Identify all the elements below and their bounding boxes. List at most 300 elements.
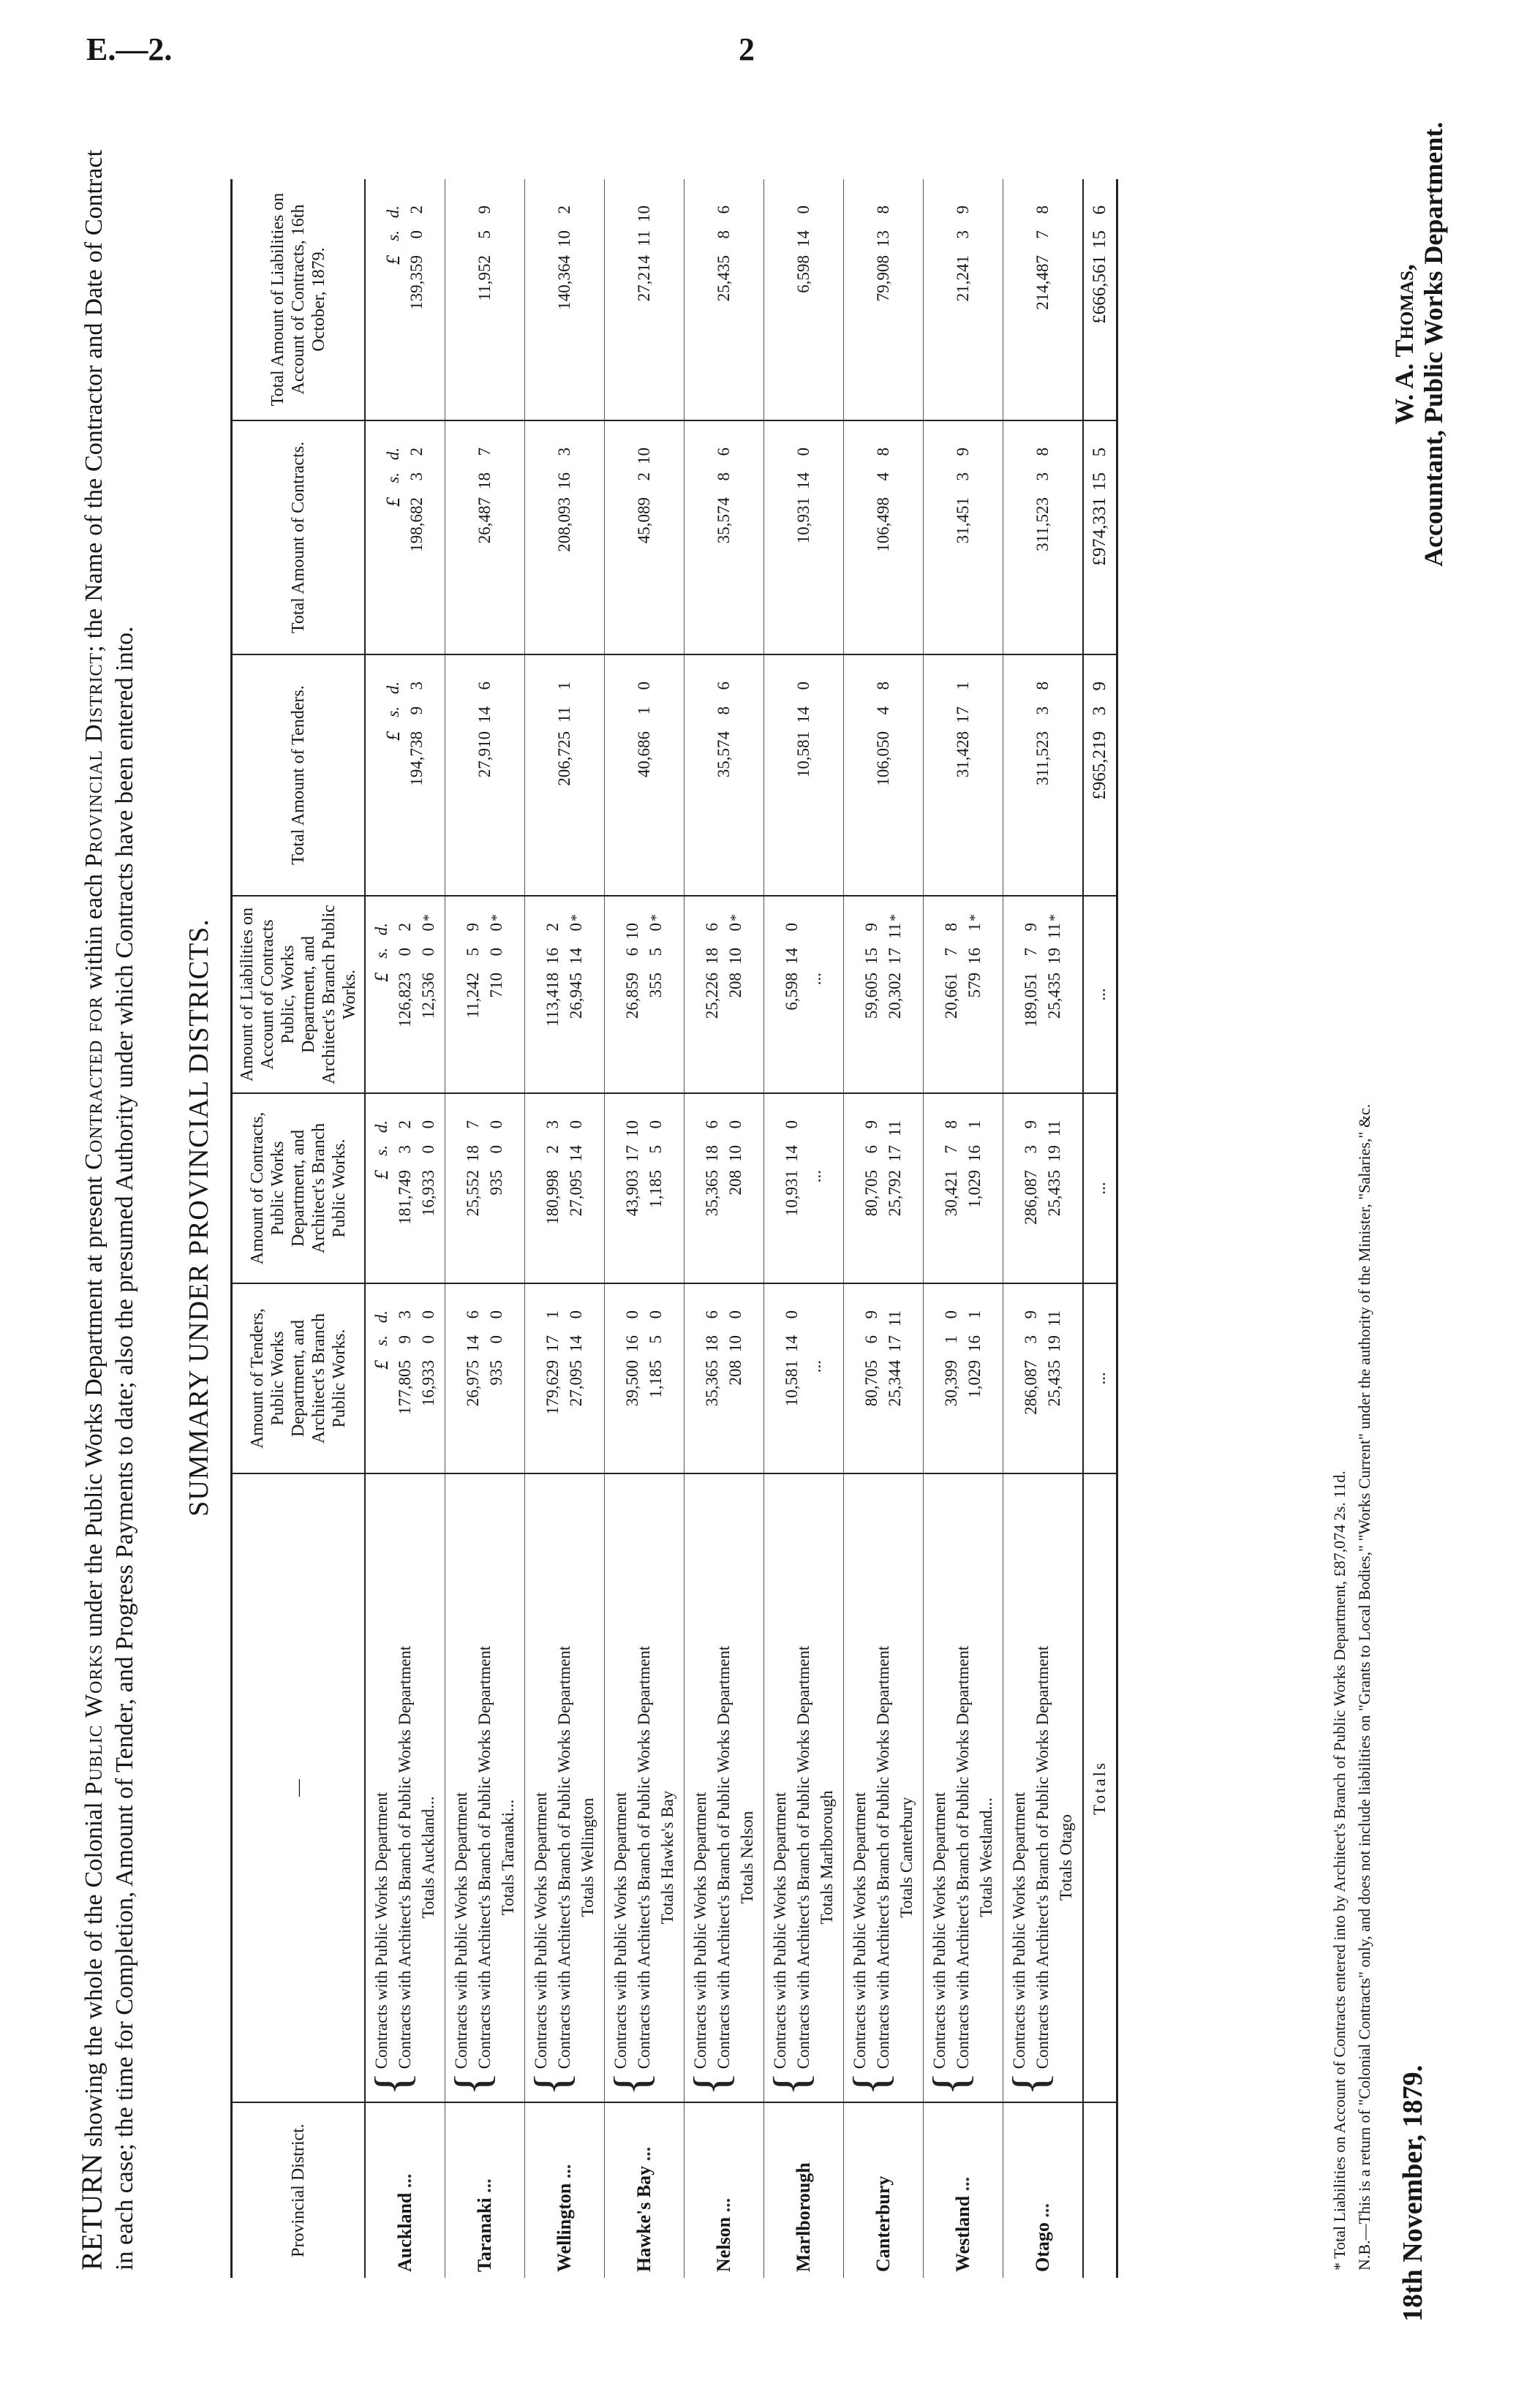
amount	[701, 1290, 724, 1467]
amount-pence: 2	[396, 923, 414, 932]
amount-shillings: 16	[555, 472, 573, 489]
amount-shillings: 2	[543, 1145, 562, 1154]
amount	[1019, 1290, 1043, 1467]
amount-pence: 0	[782, 923, 801, 932]
total-contracts-cell	[844, 420, 924, 654]
amount-pounds: 21,241	[954, 255, 972, 302]
return-title: RETURN showing the whole of the Colonial Public Works under the Public Works Department at present Contracted for within each Provincial District; the Name of the Contractor and Date of Contract in each case; the time for Completion, Amount of Tender, and Progress Payments to date; also the presumed Authority under which Contracts have been entered into.	[75, 149, 138, 2271]
amount-shillings: 17	[954, 706, 972, 723]
total-tenders-cell	[525, 654, 605, 896]
amount	[872, 661, 895, 889]
district-row	[844, 179, 924, 2278]
amount-pounds: 39,500	[623, 1360, 641, 1407]
amount	[565, 902, 588, 1087]
amount-shillings: 3	[1033, 472, 1052, 481]
amount-pounds: 189,051	[1022, 973, 1040, 1027]
amount-shillings: 14	[567, 1335, 585, 1352]
amount-pounds: 35,574	[714, 731, 733, 778]
leader-dots: ...	[554, 2164, 575, 2179]
arch-label: Contracts with Architect's Branch of Public Works Department	[714, 1645, 733, 2069]
amount-shillings: 5	[464, 948, 482, 956]
amount	[541, 1100, 565, 1277]
amount-pence: 8	[874, 205, 892, 214]
amount-shillings: 16	[965, 1145, 984, 1162]
branch-tenders-cell	[844, 1283, 924, 1473]
amount-pence: 9	[862, 1120, 880, 1129]
arch-label: Contracts with Architect's Branch of Public Works Department	[475, 1645, 494, 2069]
arch-label: Contracts with Architect's Branch of Public Works Department	[555, 1645, 573, 2069]
amount-pounds: 214,487	[1033, 255, 1052, 310]
amount-shillings: 17	[886, 1335, 904, 1352]
currency-units	[382, 661, 405, 889]
description-lines	[922, 1480, 998, 2096]
amount-pence: 0	[646, 1310, 665, 1319]
amount-pence: 10	[623, 923, 641, 940]
unit-shilling: s.	[384, 472, 402, 483]
amount-pence: 5	[1090, 448, 1109, 457]
contract-description	[525, 1473, 605, 2102]
amount-pence: 0	[419, 1310, 437, 1319]
total-tenders-cell	[764, 654, 844, 896]
amount-pounds: 198,682	[407, 497, 426, 552]
branch-contracts-cell	[365, 1093, 445, 1283]
amount-shillings: 19	[1045, 1145, 1063, 1162]
amount-shillings: 7	[942, 1145, 960, 1154]
amount-pounds: 20,302	[886, 973, 904, 1019]
amount-pounds: ...	[806, 1170, 824, 1183]
amount-pounds: 208	[726, 973, 744, 998]
total-tenders-cell	[844, 654, 924, 896]
amount-shillings: 5	[646, 1145, 665, 1154]
total-liabilities-cell	[1003, 179, 1084, 420]
amount-pence: 0	[567, 1120, 585, 1129]
amount-shillings: 1	[635, 706, 653, 715]
col-header-description: —	[232, 1473, 366, 2102]
amount-shillings: 9	[396, 1335, 414, 1344]
amount-shillings: 3	[954, 230, 972, 239]
amount	[724, 902, 747, 1087]
amount-pounds: 10,581	[794, 731, 812, 778]
amount-shillings: 5	[646, 948, 665, 956]
amount-pence: 11	[1045, 1310, 1063, 1327]
amount-pounds: 208,093	[555, 497, 573, 552]
amount	[1043, 902, 1066, 1087]
signature-block	[1389, 122, 1448, 567]
arch-label: Contracts with Architect's Branch of Public Works Department	[1033, 1645, 1052, 2069]
branch-contracts-cell	[445, 1093, 525, 1283]
district-name-cell	[764, 2102, 844, 2278]
contract-description	[764, 1473, 844, 2102]
grand-totals-row	[1083, 179, 1117, 2278]
amount	[473, 661, 497, 889]
total-contracts-cell	[605, 420, 685, 654]
district-row	[445, 179, 525, 2278]
total-tenders-cell	[365, 654, 445, 896]
amount	[461, 902, 485, 1087]
amount-pounds: 80,705	[862, 1360, 880, 1407]
amount	[644, 1100, 668, 1277]
district-row	[1003, 179, 1084, 2278]
amount-pence: 7	[475, 448, 494, 456]
amount-pounds: 31,428	[954, 731, 972, 778]
amount	[393, 1100, 417, 1277]
amount-shillings: 14	[782, 948, 801, 965]
amount-shillings: 18	[703, 948, 721, 965]
unit-pence: d.	[372, 923, 391, 936]
amount-pence: 1	[965, 923, 984, 932]
brace-icon: {	[922, 2072, 978, 2096]
amount-pounds: 25,435	[1045, 973, 1063, 1019]
amount-pounds: 12,536	[419, 973, 437, 1019]
signature-date: 18th November, 1879.	[1398, 2064, 1428, 2322]
amount	[417, 902, 440, 1087]
amount-pounds: 30,421	[942, 1170, 960, 1217]
total-tenders-cell	[924, 654, 1003, 896]
amount-pence: 9	[862, 1310, 880, 1319]
total-contracts-cell	[445, 420, 525, 654]
amount	[565, 1290, 588, 1467]
signature-name: W. A. Thomas,	[1389, 264, 1419, 425]
amount-shillings: 14	[794, 230, 812, 247]
amount-pence: 2	[396, 1120, 414, 1129]
amount-shillings: 15	[1090, 230, 1109, 249]
col-header-tenders-branch: Amount of Tenders, Public Works Department, and Architect's Branch Public Works.	[232, 1283, 366, 1473]
amount	[405, 185, 429, 414]
amount-pounds: 27,095	[567, 1170, 585, 1217]
district-name: Marlborough	[793, 2162, 814, 2272]
summary-table	[230, 179, 1118, 2278]
pwd-label: Contracts with Public Works Department	[1010, 1792, 1028, 2069]
pwd-label: Contracts with Public Works Department	[930, 1792, 949, 2069]
amount	[565, 1100, 588, 1277]
amount	[804, 902, 827, 1087]
amount	[940, 902, 963, 1087]
amount-pence: 1	[965, 1120, 984, 1129]
amount-asterisk: *	[648, 914, 664, 921]
currency-units	[370, 1290, 393, 1467]
amount	[1031, 185, 1055, 414]
amount	[860, 1100, 883, 1277]
amount-shillings: 8	[714, 472, 733, 481]
amount-pounds: 79,908	[874, 255, 892, 302]
amount-pounds: 106,498	[874, 497, 892, 552]
amount-pence: 9	[954, 205, 972, 214]
amount	[405, 427, 429, 648]
amount-pence: 11	[1045, 1120, 1063, 1137]
total-tenders-cell	[1003, 654, 1084, 896]
amount	[461, 1100, 485, 1277]
amount-pence: 2	[543, 923, 562, 932]
amount-pence: 9	[475, 205, 494, 214]
amount	[485, 902, 508, 1087]
contract-description	[1003, 1473, 1084, 2102]
amount	[485, 1100, 508, 1277]
branch-tenders-cell	[1003, 1283, 1084, 1473]
amount-pounds: ...	[806, 1360, 824, 1373]
arch-label: Contracts with Architect's Branch of Public Works Department	[635, 1645, 653, 2069]
amount-shillings: 5	[646, 1335, 665, 1344]
amount	[553, 427, 576, 648]
amount-pence: 0	[726, 1120, 744, 1129]
total-liabilities-cell	[685, 179, 764, 420]
district-row	[685, 179, 764, 2278]
col-header-total-tenders: Total Amount of Tenders.	[232, 654, 366, 896]
district-name-cell	[685, 2102, 764, 2278]
amount-shillings: 16	[965, 948, 984, 965]
currency-units	[382, 185, 405, 414]
page-number: 2	[739, 31, 755, 67]
branch-tenders-cell	[445, 1283, 525, 1473]
amount-pounds: 25,226	[703, 973, 721, 1019]
placeholder-dots: ...	[1090, 988, 1109, 1001]
pwd-label: Contracts with Public Works Department	[851, 1792, 869, 2069]
amount	[485, 1290, 508, 1467]
amount	[1019, 1100, 1043, 1277]
amount	[860, 1290, 883, 1467]
amount	[621, 1100, 644, 1277]
amount	[621, 902, 644, 1087]
footnote-nb: N.B.—This is a return of "Colonial Contracts" only, and does not include liabilities on "Grants to Local Bodies," "Works Current" under the authority of the Minister, "Salaries," &c.	[1355, 1103, 1373, 2271]
district-name-cell	[1003, 2102, 1084, 2278]
description-lines	[444, 1480, 520, 2096]
amount-pence: 9	[464, 923, 482, 932]
amount-pounds: 43,903	[623, 1170, 641, 1217]
total-liabilities-cell	[924, 179, 1003, 420]
amount-shillings: 0	[419, 1335, 437, 1344]
amount-pounds: 6,598	[794, 255, 812, 293]
total-liabilities-cell	[365, 179, 445, 420]
district-name-cell	[525, 2102, 605, 2278]
document-reference: E.—2.	[86, 31, 173, 67]
amount-shillings: 8	[714, 230, 733, 239]
amount-pence: 6	[703, 1310, 721, 1319]
amount	[1031, 661, 1055, 889]
amount-shillings: 5	[475, 230, 494, 239]
currency-units	[370, 902, 393, 1087]
amount-shillings: 11	[555, 706, 573, 723]
grand-totals-label: Totals	[1090, 1761, 1109, 1815]
amount-pounds: 27,910	[475, 731, 494, 778]
amount-pence: 0	[782, 1310, 801, 1319]
amount-pounds: 355	[646, 973, 665, 998]
col-header-district: Provincial District.	[289, 2124, 308, 2257]
branch-tenders-cell	[764, 1283, 844, 1473]
amount	[963, 902, 987, 1087]
total-contracts-cell	[525, 420, 605, 654]
branch-liabilities-cell	[764, 896, 844, 1093]
amount	[1088, 661, 1112, 889]
amount-pence: 11	[886, 1120, 904, 1137]
branch-liabilities-cell	[1003, 896, 1084, 1093]
amount-shillings: 0	[396, 948, 414, 956]
amount-pounds: 311,523	[1033, 497, 1052, 551]
amount-shillings: 17	[543, 1335, 562, 1352]
amount-pence: 2	[555, 205, 573, 214]
amount-pence: 6	[703, 923, 721, 932]
amount-pounds: 25,344	[886, 1360, 904, 1407]
amount	[940, 1100, 963, 1277]
amount	[541, 902, 565, 1087]
amount-shillings: 13	[874, 230, 892, 247]
amount	[792, 185, 815, 414]
branch-liabilities-cell	[924, 896, 1003, 1093]
district-total-label: Totals Wellington	[578, 1797, 597, 1917]
amount-pence: 6	[703, 1120, 721, 1129]
grand-tenders-cell	[1083, 1283, 1117, 1473]
brace-icon: {	[683, 2072, 739, 2096]
amount-pence: 2	[407, 448, 426, 456]
amount-pounds: 35,365	[703, 1170, 721, 1217]
amount-pence: 11	[886, 923, 904, 940]
amount-pounds: 10,581	[782, 1360, 801, 1407]
amount-shillings: 18	[703, 1145, 721, 1162]
amount-pounds: 579	[965, 973, 984, 998]
amount-pence: 7	[464, 1120, 482, 1129]
amount-pounds: 40,686	[635, 731, 653, 778]
amount-asterisk: *	[887, 914, 903, 921]
amount-shillings: 18	[475, 472, 494, 489]
leader-dots: ...	[713, 2197, 734, 2213]
total-contracts-cell	[685, 420, 764, 654]
amount	[780, 1100, 804, 1277]
amount-pence: 0	[646, 1120, 665, 1129]
amount-pence: 6	[714, 448, 733, 456]
amount	[883, 1290, 907, 1467]
amount	[1043, 1100, 1066, 1277]
amount-shillings: 0	[487, 1335, 505, 1344]
table-header-row	[232, 179, 366, 2278]
branch-tenders-cell	[525, 1283, 605, 1473]
amount-shillings: 3	[1022, 1335, 1040, 1344]
amount-shillings: 10	[726, 1335, 744, 1352]
pwd-label: Contracts with Public Works Department	[372, 1792, 391, 2069]
amount-shillings: 14	[567, 1145, 585, 1162]
branch-contracts-cell	[844, 1093, 924, 1283]
rotated-content	[37, 55, 1448, 2380]
amount-pounds: 35,365	[703, 1360, 721, 1407]
leader-dots: ...	[474, 2178, 495, 2193]
unit-pence: d.	[372, 1310, 391, 1324]
amount-pounds: 16,933	[419, 1170, 437, 1217]
amount-pence: 6	[714, 682, 733, 690]
unit-shilling: s.	[384, 230, 402, 241]
amount	[780, 1290, 804, 1467]
amount	[724, 1290, 747, 1467]
unit-pound: £	[371, 1360, 392, 1370]
unit-pound: £	[371, 1170, 392, 1180]
amount-pounds: 286,087	[1022, 1360, 1040, 1415]
branch-contracts-cell	[605, 1093, 685, 1283]
brace-icon: {	[763, 2072, 818, 2096]
pwd-label: Contracts with Public Works Department	[532, 1792, 550, 2069]
col-header-total-liabilities: Total Amount of Liabilities on Account of Contracts, 16th October, 1879.	[232, 179, 366, 420]
branch-liabilities-cell	[365, 896, 445, 1093]
amount-shillings: 3	[954, 472, 972, 481]
district-total-label: Totals Hawke's Bay	[658, 1790, 676, 1925]
amount-shillings: 0	[487, 1145, 505, 1154]
amount	[712, 185, 736, 414]
amount	[644, 1290, 668, 1467]
amount-shillings: 14	[794, 472, 812, 489]
amount-shillings: 0	[487, 948, 505, 956]
amount-pence: 6	[464, 1310, 482, 1319]
amount-shillings: 0	[419, 948, 437, 956]
amount-asterisk: *	[489, 914, 505, 921]
branch-contracts-cell	[685, 1093, 764, 1283]
total-liabilities-cell	[525, 179, 605, 420]
amount	[883, 902, 907, 1087]
unit-shilling: s.	[372, 948, 391, 959]
amount-pounds: 25,435	[714, 255, 733, 302]
amount	[1088, 427, 1112, 648]
amount-pounds: 140,364	[555, 255, 573, 310]
unit-shilling: s.	[384, 706, 402, 717]
amount-pounds: 180,998	[543, 1170, 562, 1225]
amount-shillings: 6	[862, 1335, 880, 1344]
amount-shillings: 14	[782, 1335, 801, 1352]
amount-pence: 8	[1033, 448, 1052, 456]
arch-label: Contracts with Architect's Branch of Public Works Department	[874, 1645, 892, 2069]
amount	[393, 902, 417, 1087]
amount-asterisk: *	[568, 914, 584, 921]
amount-shillings: 7	[1033, 230, 1052, 239]
total-liabilities-cell	[764, 179, 844, 420]
amount-pence: 0	[419, 923, 437, 932]
amount-pounds: ...	[806, 973, 824, 986]
placeholder-dots: ...	[1090, 1372, 1109, 1385]
amount-shillings: 8	[714, 706, 733, 715]
amount-pounds: 25,552	[464, 1170, 482, 1217]
amount-shillings: 3	[1033, 706, 1052, 715]
amount-shillings: 14	[782, 1145, 801, 1162]
amount-pounds: 26,487	[475, 497, 494, 544]
grand-totals-label-cell	[1083, 1473, 1117, 2102]
amount-shillings: 10	[555, 230, 573, 247]
amount-pence: 10	[635, 205, 653, 222]
branch-liabilities-cell	[685, 896, 764, 1093]
amount-pence: 9	[1022, 1120, 1040, 1129]
brace-icon: {	[444, 2072, 499, 2096]
unit-pence: d.	[384, 448, 402, 461]
unit-pound: £	[382, 497, 404, 507]
amount-pence: 10	[635, 448, 653, 464]
amount-pounds: 25,435	[1045, 1170, 1063, 1217]
amount-pence: 0	[567, 923, 585, 932]
amount-pence: 8	[942, 1120, 960, 1129]
description-lines	[1002, 1480, 1078, 2096]
district-total-label: Totals Westland...	[977, 1797, 995, 1917]
pwd-label: Contracts with Public Works Department	[771, 1792, 789, 2069]
amount-shillings: 4	[874, 472, 892, 481]
amount-pounds: £666,561	[1090, 255, 1109, 324]
amount	[792, 427, 815, 648]
placeholder-dots: ...	[1090, 1182, 1109, 1195]
amount	[712, 661, 736, 889]
branch-liabilities-cell	[844, 896, 924, 1093]
amount-pence: 1	[965, 1310, 984, 1319]
contract-description	[605, 1473, 685, 2102]
amount-shillings: 0	[419, 1145, 437, 1154]
district-name: Wellington	[554, 2183, 575, 2272]
unit-shilling: s.	[372, 1335, 391, 1346]
amount	[701, 902, 724, 1087]
amount-shillings: 18	[703, 1335, 721, 1352]
brace-icon: {	[842, 2072, 898, 2096]
amount	[872, 185, 895, 414]
district-name-cell	[605, 2102, 685, 2278]
amount-pounds: 126,823	[396, 973, 414, 1027]
brace-icon: {	[603, 2072, 659, 2096]
